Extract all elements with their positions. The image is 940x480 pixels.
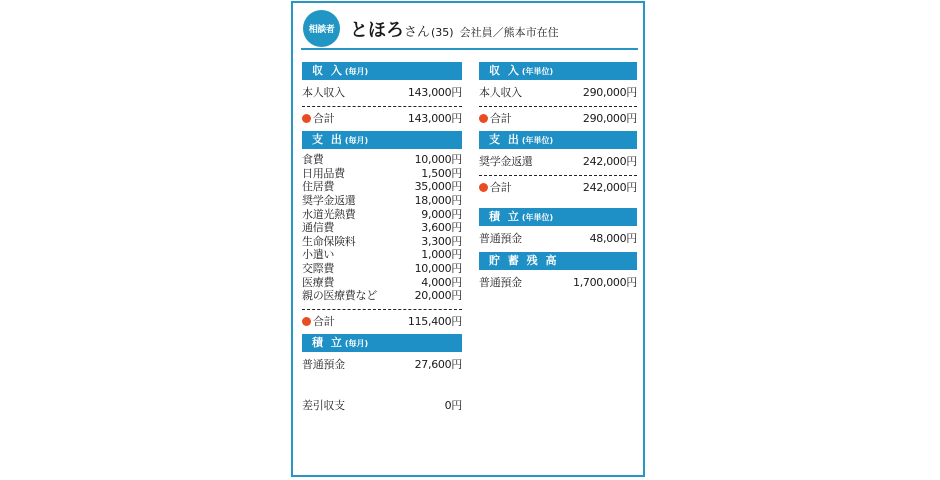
list-item — [302, 276, 462, 290]
list-item — [302, 358, 462, 372]
dashed-divider — [479, 175, 637, 176]
total-label: 合計 — [313, 111, 335, 125]
total-label: 合計 — [490, 111, 512, 125]
section-title: 支 出 — [312, 133, 344, 147]
list-item — [302, 235, 462, 249]
item-label: 生命保険料 — [302, 234, 356, 248]
item-label: 本人収入 — [479, 86, 522, 99]
list-item — [302, 86, 462, 100]
item-label: 医療費 — [302, 275, 335, 289]
item-value: 242,000円 — [582, 155, 637, 169]
total-dot-icon — [302, 114, 311, 123]
item-label: 普通預金 — [479, 275, 522, 289]
section-period: (年単位) — [521, 67, 554, 76]
household-budget-card — [291, 1, 645, 477]
item-label: 水道光熱費 — [302, 207, 356, 221]
item-label: 交際費 — [302, 261, 335, 275]
list-item — [302, 262, 462, 276]
list-item — [479, 276, 637, 290]
savings-balance-header — [479, 252, 637, 270]
list-item — [302, 153, 462, 167]
total-value: 242,000円 — [582, 180, 637, 194]
item-value: 10,000円 — [414, 261, 462, 275]
item-label: 本人収入 — [302, 86, 345, 99]
item-value: 27,600円 — [414, 358, 462, 372]
item-value: 143,000円 — [407, 86, 462, 99]
item-label: 奨学金返還 — [479, 155, 533, 169]
monthly-saving-header — [302, 334, 462, 352]
list-item — [302, 289, 462, 303]
total-value: 115,400円 — [407, 314, 462, 328]
item-label: 食費 — [302, 153, 324, 167]
total-dot-icon — [302, 317, 311, 326]
total-value: 143,000円 — [407, 111, 462, 125]
yearly-column — [479, 62, 637, 290]
item-value: 1,500円 — [421, 166, 462, 180]
item-value: 20,000円 — [414, 289, 462, 303]
total-dot-icon — [479, 183, 488, 192]
total-label: 合計 — [313, 314, 335, 328]
dashed-divider — [302, 309, 462, 310]
item-value: 3,600円 — [421, 221, 462, 235]
list-item — [302, 167, 462, 181]
balance-value: 0円 — [444, 398, 462, 412]
item-label: 親の医療費など — [302, 289, 377, 303]
section-period: (毎月) — [344, 339, 369, 349]
section-title: 貯 蓄 残 高 — [489, 253, 559, 267]
item-value: 3,300円 — [421, 234, 462, 248]
total-row — [479, 181, 637, 195]
section-title: 収 入 — [312, 64, 344, 77]
dashed-divider — [302, 106, 462, 107]
item-label: 住居費 — [302, 180, 335, 194]
balance-label: 差引収支 — [302, 398, 345, 412]
section-title: 支 出 — [489, 133, 521, 147]
list-item — [479, 86, 637, 100]
monthly-income-header — [302, 62, 462, 80]
item-value: 1,700,000円 — [573, 275, 637, 289]
item-value: 18,000円 — [414, 193, 462, 207]
item-label: 通信費 — [302, 221, 335, 235]
honorific: さん — [404, 25, 431, 40]
item-label: 日用品費 — [302, 166, 345, 180]
profile-header — [350, 16, 559, 42]
item-value: 48,000円 — [589, 232, 637, 246]
item-value: 35,000円 — [414, 180, 462, 194]
yearly-saving-header — [479, 208, 637, 226]
section-period: (年単位) — [521, 213, 554, 223]
total-dot-icon — [479, 114, 488, 123]
item-value: 9,000円 — [421, 207, 462, 221]
balance-row — [302, 399, 462, 413]
section-title: 収 入 — [489, 64, 521, 77]
header-divider — [301, 48, 638, 50]
total-value: 290,000円 — [582, 111, 637, 125]
item-label: 普通預金 — [302, 358, 345, 372]
list-item — [302, 208, 462, 222]
list-item — [302, 248, 462, 262]
item-label: 小遣い — [302, 248, 335, 262]
item-value: 10,000円 — [414, 153, 462, 167]
total-row — [302, 315, 462, 329]
dashed-divider — [479, 106, 637, 107]
yearly-expense-header — [479, 131, 637, 149]
item-label: 奨学金返還 — [302, 193, 356, 207]
section-title: 積 立 — [312, 336, 344, 350]
consultant-name: とほろ — [350, 20, 404, 41]
item-value: 4,000円 — [421, 275, 462, 289]
item-value: 1,000円 — [421, 248, 462, 262]
list-item — [479, 155, 637, 169]
consultant-profile: 会社員／熊本市在住 — [459, 26, 559, 39]
item-value: 290,000円 — [582, 86, 637, 99]
consultant-badge: 相談者 — [303, 10, 340, 47]
total-row — [479, 112, 637, 126]
yearly-income-header — [479, 62, 637, 80]
total-row — [302, 112, 462, 126]
consultant-age: (35) — [431, 26, 454, 39]
list-item — [302, 180, 462, 194]
item-label: 普通預金 — [479, 232, 522, 246]
section-period: (年単位) — [521, 136, 554, 146]
list-item — [302, 194, 462, 208]
section-title: 積 立 — [489, 210, 521, 224]
monthly-expense-header — [302, 131, 462, 149]
section-period: (毎月) — [344, 136, 369, 146]
list-item — [479, 232, 637, 246]
section-period: (毎月) — [344, 67, 369, 76]
monthly-column — [302, 62, 462, 413]
list-item — [302, 221, 462, 235]
total-label: 合計 — [490, 180, 512, 194]
